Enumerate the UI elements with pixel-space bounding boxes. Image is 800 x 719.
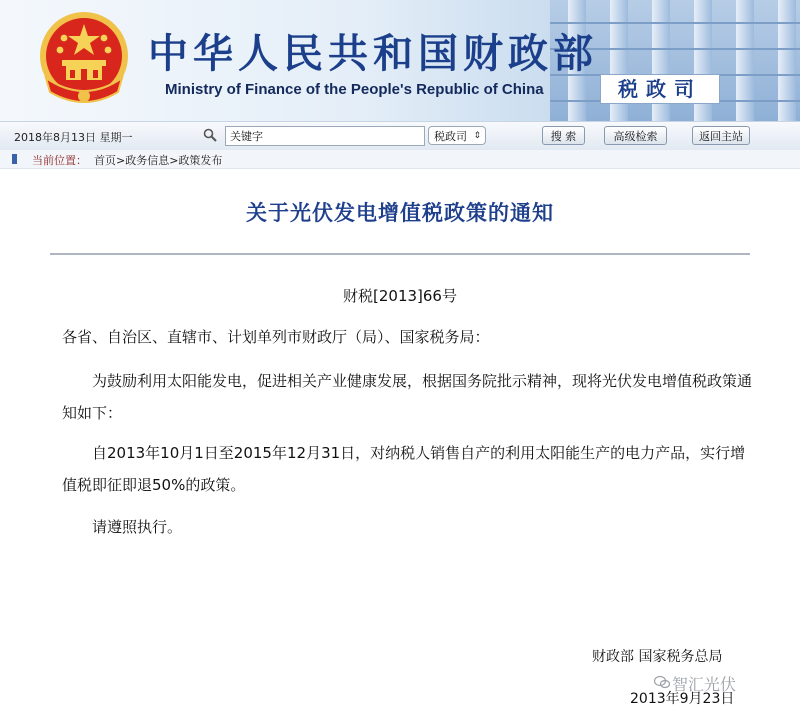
breadcrumb-policy-link[interactable]: 政策发布 (178, 154, 223, 167)
breadcrumb-separator: > (116, 154, 126, 167)
return-home-button[interactable]: 返回主站 (692, 126, 750, 145)
site-title-cn: 中华人民共和国财政部 (148, 30, 598, 77)
watermark: 智汇光伏 (672, 675, 737, 694)
advanced-search-button[interactable]: 高级检索 (604, 126, 667, 145)
national-emblem-icon (38, 8, 130, 108)
site-title-en: Ministry of Finance of the People's Republic of China (165, 81, 544, 98)
breadcrumb (0, 150, 800, 169)
body-paragraph: 自2013年10月1日至2015年12月31日，对纳税人销售自产的利用太阳能生产的电力产品，实行增值税即征即退50%的政策。 (62, 444, 746, 494)
breadcrumb-label: 当前位置： (32, 154, 87, 167)
updown-arrow-icon: ⇕ (473, 131, 481, 141)
wechat-icon (654, 675, 670, 689)
location-marker-icon (12, 154, 17, 164)
department-badge: 税政司 (600, 74, 720, 104)
document-number: 财税[2013]66号 (343, 287, 457, 305)
body-paragraph: 为鼓励利用太阳能发电，促进相关产业健康发展，根据国务院批示精神，现将光伏发电增值税政策通知如下： (62, 372, 753, 422)
current-date: 2018年8月13日 星期一 (14, 131, 133, 144)
search-icon (203, 128, 217, 142)
title-divider (50, 253, 750, 255)
breadcrumb-trail (94, 152, 222, 168)
breadcrumb-govinfo-link[interactable]: 政务信息 (125, 154, 170, 167)
header-banner (0, 0, 800, 121)
signature: 财政部 国家税务总局 (592, 649, 723, 665)
breadcrumb-home-link[interactable]: 首页 (94, 154, 116, 167)
page-title: 关于光伏发电增值税政策的通知 (246, 201, 554, 225)
toolbar (0, 121, 800, 151)
scope-select[interactable] (428, 126, 486, 145)
addressee: 各省、自治区、直辖市、计划单列市财政厅（局）、国家税务局： (62, 328, 490, 346)
search-input[interactable] (225, 126, 425, 146)
publish-date: 2013年9月23日 (630, 691, 735, 707)
scope-select-value: 税政司 (434, 130, 467, 143)
body-paragraph: 请遵照执行。 (92, 518, 183, 536)
search-button[interactable]: 搜 索 (542, 126, 585, 145)
breadcrumb-separator: > (169, 154, 179, 167)
